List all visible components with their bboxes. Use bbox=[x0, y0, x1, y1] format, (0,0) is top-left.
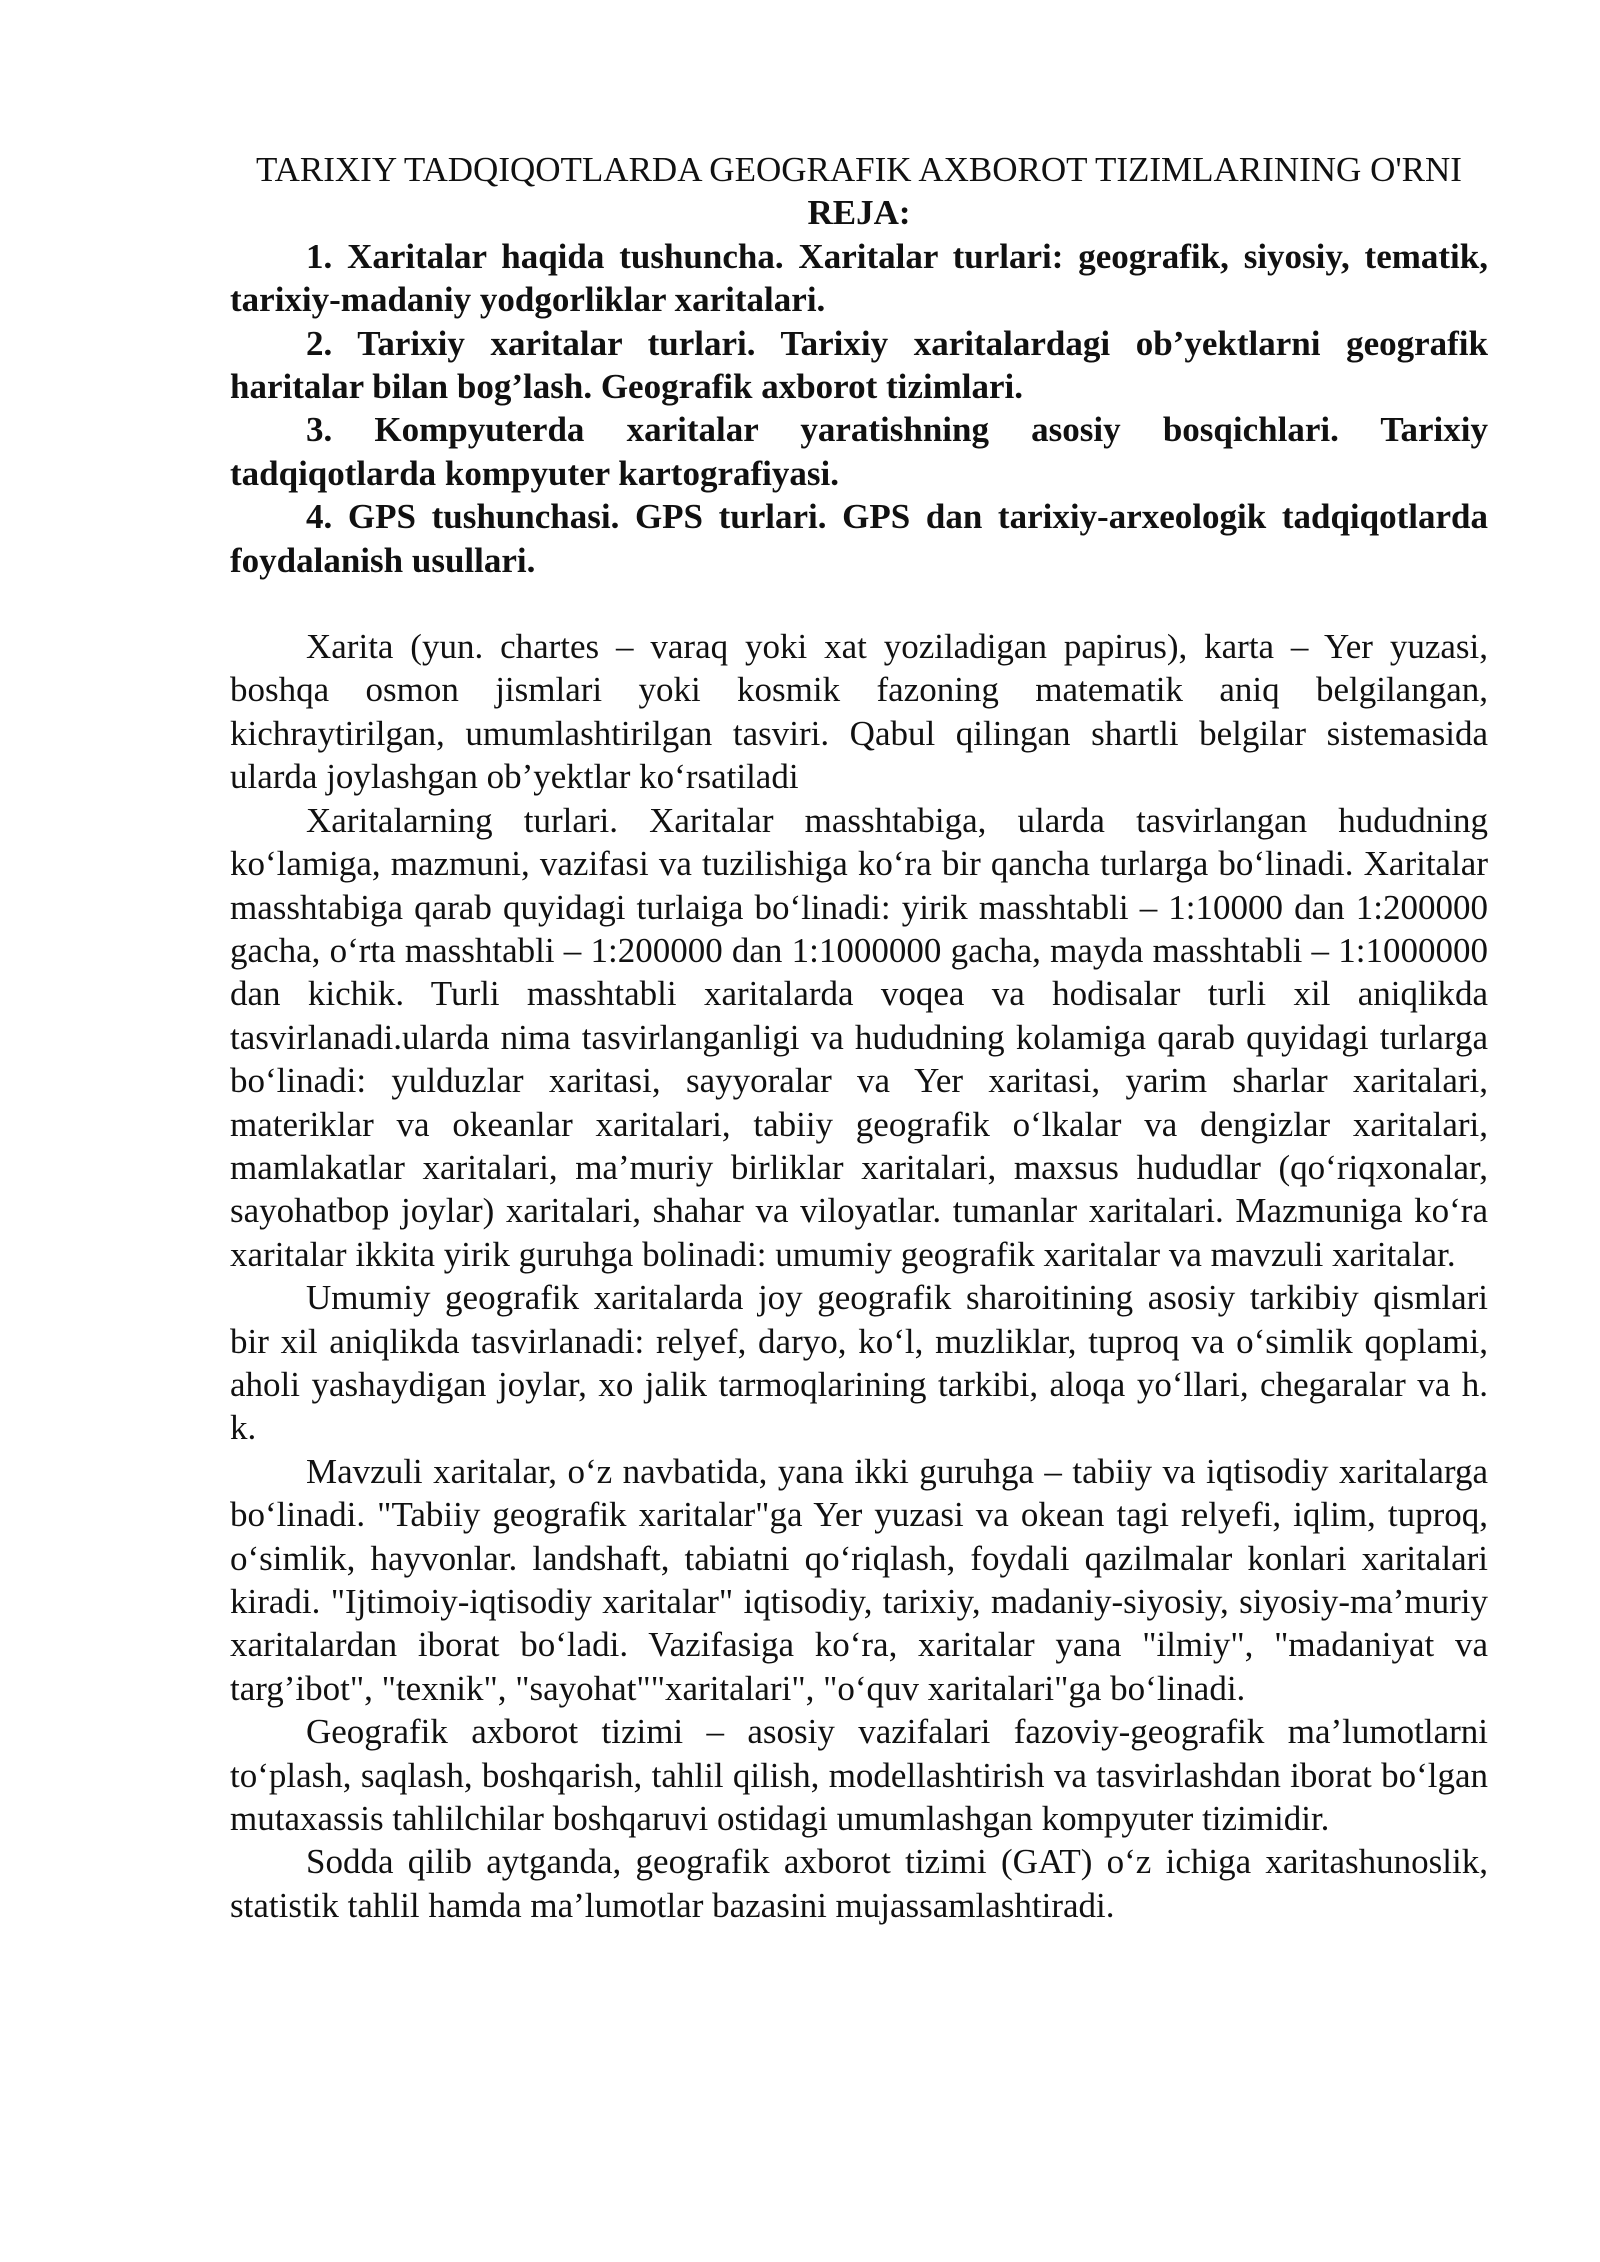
paragraph: Umumiy geografik xaritalarda joy geografik sharoitining asosiy tarkibiy qismlari bir xil aniqlikda tasvirlanadi: relyef, daryo, ko‘l, muzliklar, tuproq va o‘simlik qoplami, aholi yashaydigan joylar, xo jalik tarmoqlarining tarkibi, aloqa yo‘llari, chegaralar va h. k. bbox=[230, 1278, 1488, 1448]
plan-item: 2. Tarixiy xaritalar turlari. Tarixiy xaritalardagi ob’yektlarni geografik haritalar bilan bog’lash. Geografik axborot tizimlari. bbox=[230, 323, 1488, 407]
plan-list bbox=[230, 235, 1488, 582]
plan-item: 1. Xaritalar haqida tushuncha. Xaritalar turlari: geografik, siyosiy, tematik, tarixiy-madaniy yodgorliklar xaritalari. bbox=[230, 236, 1488, 320]
paragraph: Sodda qilib aytganda, geografik axborot tizimi (GAT) o‘z ichiga xaritashunoslik, statistik tahlil hamda ma’lumotlar bazasini mujassamlashtiradi. bbox=[230, 1842, 1488, 1925]
paragraph: Xaritalarning turlari. Xaritalar masshtabiga, ularda tasvirlangan hududning ko‘lamiga, mazmuni, vazifasi va tuzilishiga ko‘ra bir qancha turlarga bo‘linadi. Xaritalar masshtabiga qarab quyidagi turlaiga bo‘linadi: yirik masshtabli – 1:10000 dan 1:200000 gacha, o‘rta masshtabli – 1:200000 dan 1:1000000 gacha, mayda masshtabli – 1:1000000 dan kichik. Turli masshtabli xaritalarda voqea va hodisalar turli xil aniqlikda tasvirlanadi.ularda nima tasvirlanganligi va hududning kolamiga qarab quyidagi turlarga bo‘linadi: yulduzlar xaritasi, sayyoralar va Yer xaritasi, yarim sharlar xaritalari, materiklar va okeanlar xaritalari, tabiiy geografik o‘lkalar va dengizlar xaritalari, mamlakatlar xaritalari, ma’muriy birliklar xaritalari, maxsus hududlar (qo‘riqxonalar, sayohatbop joylar) xaritalari, shahar va viloyatlar. tumanlar xaritalari. Mazmuniga ko‘ra xaritalar ikkita yirik guruhga bolinadi: umumiy geografik xaritalar va mavzuli xaritalar. bbox=[230, 800, 1488, 1274]
plan-item: 4. GPS tushunchasi. GPS turlari. GPS dan tarixiy-arxeologik tadqiqotlarda foydalanish usullari. bbox=[230, 497, 1488, 580]
paragraph: Mavzuli xaritalar, o‘z navbatida, yana ikki guruhga – tabiiy va iqtisodiy xaritalarga bo‘linadi. "Tabiiy geografik xaritalar"ga Yer yuzasi va okean tagi relyefi, iqlim, tuproq, o‘simlik, hayvonlar. landshaft, tabiatni qo‘riqlash, foydali qazilmalar konlari xaritalari kiradi. "Ijtimoiy-iqtisodiy xaritalar" iqtisodiy, tarixiy, madaniy-siyosiy, siyosiy-ma’muriy xaritalardan iborat bo‘ladi. Vazifasiga ko‘ra, xaritalar yana "ilmiy", "madaniyat va targ’ibot", "texnik", "sayohat""xaritalari", "o‘quv xaritalari"ga bo‘linadi. bbox=[230, 1451, 1488, 1708]
blank-line bbox=[230, 582, 1488, 625]
plan-heading: REJA: bbox=[807, 193, 911, 233]
paragraph: Xarita (yun. chartes – varaq yoki xat yoziladigan papirus), karta – Yer yuzasi, boshqa osmon jismlari yoki kosmik fazoning matematik aniq belgilangan, kichraytirilgan, umumlashtirilgan tasviri. Qabul qilingan shartli belgilar sistemasida ularda joylashgan ob’yektlar ko‘rsatiladi bbox=[230, 627, 1488, 797]
paragraph: Geografik axborot tizimi – asosiy vazifalari fazoviy-geografik ma’lumotlarni to‘plash, saqlash, boshqarish, tahlil qilish, modellashtirish va tasvirlashdan iborat bo‘lgan mutaxassis tahlilchilar boshqaruvi ostidagi umumlashgan kompyuter tizimidir. bbox=[230, 1712, 1488, 1839]
document-title: TARIXIY TADQIQOTLARDA GEOGRAFIK AXBOROT TIZIMLARINING O'RNI bbox=[256, 150, 1462, 189]
document-body bbox=[230, 148, 1488, 1927]
plan-item: 3. Kompyuterda xaritalar yaratishning asosiy bosqichlari. Tarixiy tadqiqotlarda kompyuter kartografiyasi. bbox=[230, 410, 1488, 493]
